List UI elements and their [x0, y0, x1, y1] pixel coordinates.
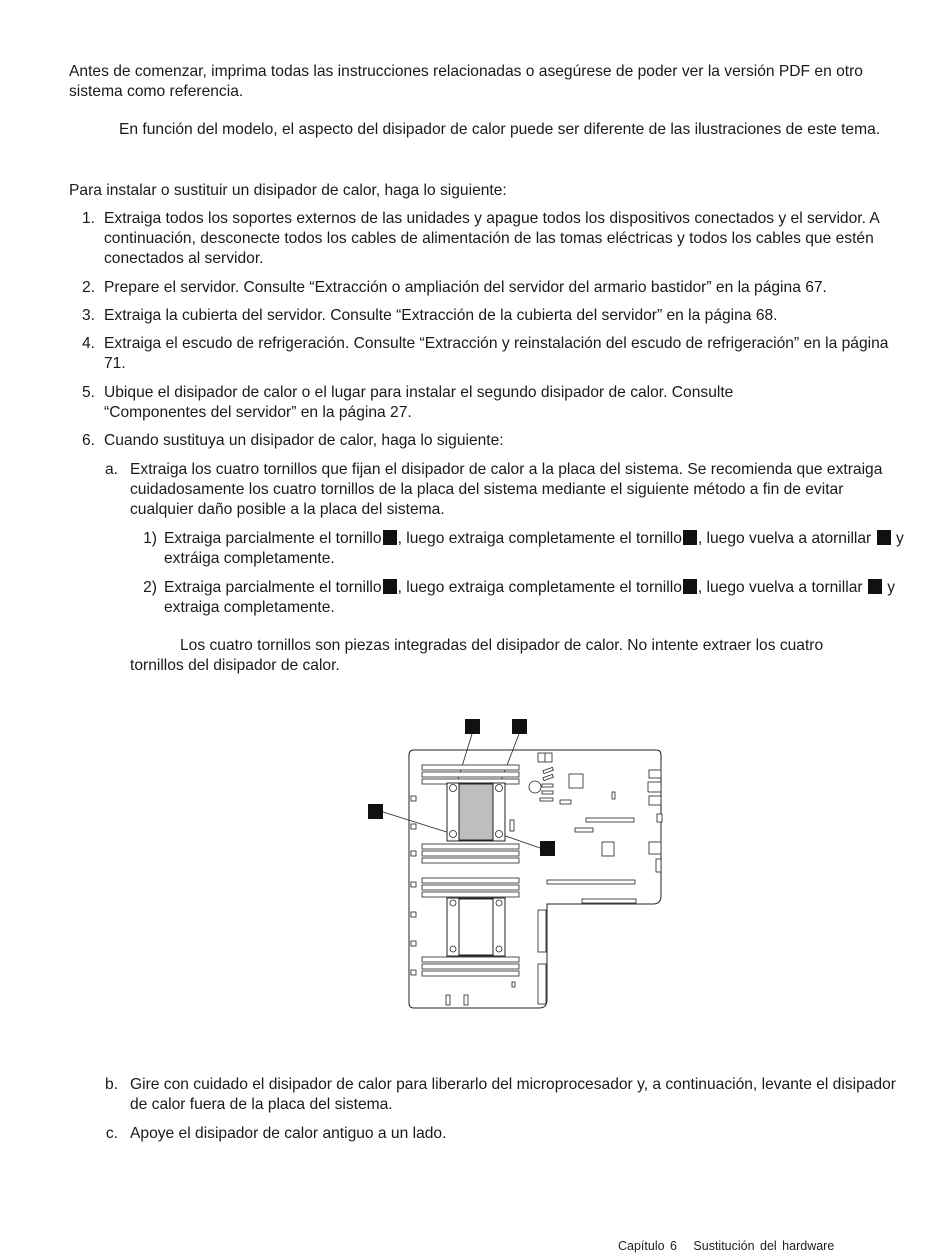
intro-paragraph: Antes de comenzar, imprima todas las instrucciones relacionadas o asegúrese de poder ver la versión PDF en otro sistema como referencia.	[69, 63, 863, 100]
callout-marker	[868, 579, 882, 594]
substep-letter: a.	[104, 461, 118, 478]
callout-box	[512, 719, 527, 734]
step-number: 1.	[81, 210, 95, 227]
step-number: 6.	[81, 432, 95, 449]
system-board-figure	[360, 712, 680, 1022]
screw	[450, 831, 457, 838]
step-text: Prepare el servidor. Consulte “Extracción o ampliación del servidor del armario bastidor” en la página 67.	[104, 279, 827, 296]
footer-chapter: Capítulo 6	[618, 1239, 677, 1253]
model-note: En función del modelo, el aspecto del disipador de calor puede ser diferente de las ilustraciones de este tema.	[119, 121, 881, 138]
callout-box	[368, 804, 383, 819]
screw	[450, 785, 457, 792]
callout-marker	[683, 579, 697, 594]
screw	[496, 785, 503, 792]
step-text: Extraiga la cubierta del servidor. Consulte “Extracción de la cubierta del servidor” en la página 68.	[104, 307, 778, 324]
substep-text: Extraiga los cuatro tornillos que fijan el disipador de calor a la placa del sistema. Se recomienda que extraiga cuidadosamente los cuatro tornillos de la placa del sistema mediante el siguiente método a fin de evitar cualquier daño posible a la placa del sistema.	[130, 461, 883, 518]
callout-marker	[383, 530, 397, 545]
method-text: Extraiga parcialmente el tornillo , luego extraiga completamente el tornillo , luego vuelva a atornillar y extráiga completamente.	[164, 530, 904, 567]
callout-marker	[877, 530, 891, 545]
method-number: 2)	[143, 579, 157, 596]
callout-box	[540, 841, 555, 856]
substep-text: Apoye el disipador de calor antiguo a un lado.	[130, 1125, 447, 1142]
step-number: 4.	[81, 335, 95, 352]
step-number: 2.	[81, 279, 95, 296]
step-text: Extraiga el escudo de refrigeración. Consulte “Extracción y reinstalación del escudo de refrigeración” en la página 71.	[104, 335, 889, 372]
step-text: Cuando sustituya un disipador de calor, haga lo siguiente:	[104, 432, 504, 449]
step-number: 3.	[81, 307, 95, 324]
callout-marker	[683, 530, 697, 545]
screw	[496, 831, 503, 838]
callout-box	[465, 719, 480, 734]
screws-note: Los cuatro tornillos son piezas integradas del disipador de calor. No intente extraer los cuatro tornillos del disipador de calor.	[130, 637, 824, 674]
step-number: 5.	[81, 384, 95, 401]
substep-letter: c.	[105, 1125, 118, 1142]
procedure-lead: Para instalar o sustituir un disipador de calor, haga lo siguiente:	[69, 182, 507, 199]
footer-title: Sustitución del hardware	[693, 1239, 835, 1253]
page-footer	[618, 1239, 834, 1254]
step-text: Extraiga todos los soportes externos de las unidades y apague todos los dispositivos conectados y el servidor. A continuación, desconecte todos los cables de alimentación de las tomas eléctricas y todos los cables que estén conectados al servidor.	[104, 210, 879, 267]
callout-marker	[383, 579, 397, 594]
method-number: 1)	[143, 530, 157, 547]
substep-text: Gire con cuidado el disipador de calor para liberarlo del microprocesador y, a continuación, levante el disipador de calor fuera de la placa del sistema.	[130, 1076, 896, 1113]
method-text: Extraiga parcialmente el tornillo , luego extraiga completamente el tornillo , luego vuelva a tornillar y extraiga completamente.	[164, 579, 896, 616]
substep-letter: b.	[104, 1076, 118, 1093]
step-text: Ubique el disipador de calor o el lugar para instalar el segundo disipador de calor. Consulte “Componentes del servidor” en la página 27.	[104, 384, 734, 421]
